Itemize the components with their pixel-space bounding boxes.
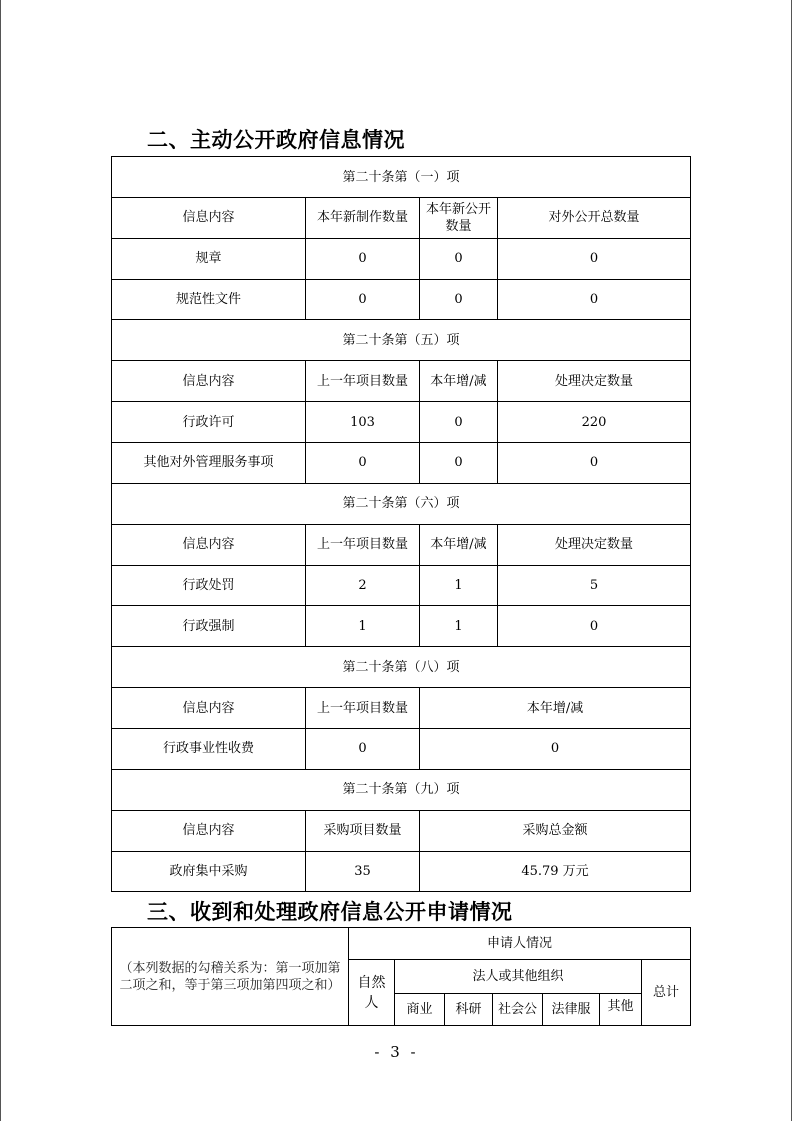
col-header: 处理决定数量 xyxy=(498,524,691,565)
col-header: 处理决定数量 xyxy=(498,361,691,402)
col-header: 本年增/减 xyxy=(420,524,498,565)
block-title: 第二十条第（八）项 xyxy=(112,647,691,688)
relation-note: （本列数据的勾稽关系为：第一项加第二项之和，等于第三项加第四项之和） xyxy=(112,928,349,1026)
col-header-text: 本年新公开 数量 xyxy=(425,201,491,234)
row-label: 规章 xyxy=(112,238,306,279)
cell-value: 2 xyxy=(306,565,420,606)
block-title: 第二十条第（六）项 xyxy=(112,483,691,524)
block-title-row xyxy=(112,483,691,524)
section-heading-proactive-disclosure: 二、主动公开政府信息情况 xyxy=(147,128,405,152)
cell-value: 220 xyxy=(498,402,691,443)
cell-value: 45.79 万元 xyxy=(420,851,691,892)
block-title-row xyxy=(112,647,691,688)
natural-person-text: 自然 人 xyxy=(357,974,386,1011)
col-header: 采购项目数量 xyxy=(306,810,420,851)
cell-value: 35 xyxy=(306,851,420,892)
cell-value: 0 xyxy=(420,728,691,769)
col-header: 采购总金额 xyxy=(420,810,691,851)
row-label: 行政许可 xyxy=(112,402,306,443)
row-label: 行政处罚 xyxy=(112,565,306,606)
row-label: 行政强制 xyxy=(112,606,306,647)
page-number: - 3 - xyxy=(374,1043,419,1061)
col-header-info: 信息内容 xyxy=(112,810,306,851)
col-header: 上一年项目数量 xyxy=(306,524,420,565)
applicant-header-row xyxy=(112,928,691,960)
table-row xyxy=(112,606,691,647)
col-header-info: 信息内容 xyxy=(112,524,306,565)
col-header: 本年新制作数量 xyxy=(306,198,420,239)
cell-value: 0 xyxy=(306,728,420,769)
cell-value: 1 xyxy=(306,606,420,647)
header-row xyxy=(112,810,691,851)
block-title-row xyxy=(112,157,691,198)
col-header-info: 信息内容 xyxy=(112,198,306,239)
org-type-header: 科研 xyxy=(445,994,493,1026)
cell-value: 0 xyxy=(498,606,691,647)
org-type-header: 社会公 xyxy=(493,994,543,1026)
row-label: 其他对外管理服务事项 xyxy=(112,442,306,483)
org-type-header: 法律服 xyxy=(543,994,600,1026)
table-row xyxy=(112,728,691,769)
cell-value: 0 xyxy=(306,442,420,483)
table-row xyxy=(112,402,691,443)
cell-value: 0 xyxy=(420,442,498,483)
total-header: 总计 xyxy=(642,960,691,1026)
cell-value: 0 xyxy=(306,279,420,320)
cell-value: 0 xyxy=(420,402,498,443)
org-type-header: 商业 xyxy=(395,994,445,1026)
col-header: 上一年项目数量 xyxy=(306,688,420,729)
header-row xyxy=(112,524,691,565)
table-row xyxy=(112,442,691,483)
row-label: 规范性文件 xyxy=(112,279,306,320)
table-row xyxy=(112,238,691,279)
cell-value: 103 xyxy=(306,402,420,443)
cell-value: 0 xyxy=(306,238,420,279)
row-label: 政府集中采购 xyxy=(112,851,306,892)
cell-value: 0 xyxy=(420,238,498,279)
applications-table xyxy=(111,927,691,1026)
col-header-info: 信息内容 xyxy=(112,361,306,402)
table-row xyxy=(112,565,691,606)
cell-value: 1 xyxy=(420,565,498,606)
block-title: 第二十条第（五）项 xyxy=(112,320,691,361)
row-label: 行政事业性收费 xyxy=(112,728,306,769)
block-title-row xyxy=(112,769,691,810)
section-heading-applications: 三、收到和处理政府信息公开申请情况 xyxy=(147,900,513,924)
natural-person-header xyxy=(349,960,395,1026)
header-row xyxy=(112,361,691,402)
cell-value: 0 xyxy=(420,279,498,320)
col-header: 对外公开总数量 xyxy=(498,198,691,239)
cell-value: 5 xyxy=(498,565,691,606)
col-header-info: 信息内容 xyxy=(112,688,306,729)
col-header: 本年增/减 xyxy=(420,688,691,729)
cell-value: 0 xyxy=(498,238,691,279)
col-header: 上一年项目数量 xyxy=(306,361,420,402)
cell-value: 0 xyxy=(498,279,691,320)
org-type-header: 其他 xyxy=(600,994,642,1026)
applicant-header: 申请人情况 xyxy=(349,928,691,960)
header-row xyxy=(112,688,691,729)
table-row xyxy=(112,279,691,320)
block-title-row xyxy=(112,320,691,361)
header-row xyxy=(112,198,691,239)
cell-value: 1 xyxy=(420,606,498,647)
proactive-disclosure-table xyxy=(111,156,691,892)
block-title: 第二十条第（一）项 xyxy=(112,157,691,198)
block-title: 第二十条第（九）项 xyxy=(112,769,691,810)
col-header xyxy=(420,198,498,239)
table-row xyxy=(112,851,691,892)
col-header: 本年增/减 xyxy=(420,361,498,402)
legal-org-header: 法人或其他组织 xyxy=(395,960,642,994)
cell-value: 0 xyxy=(498,442,691,483)
